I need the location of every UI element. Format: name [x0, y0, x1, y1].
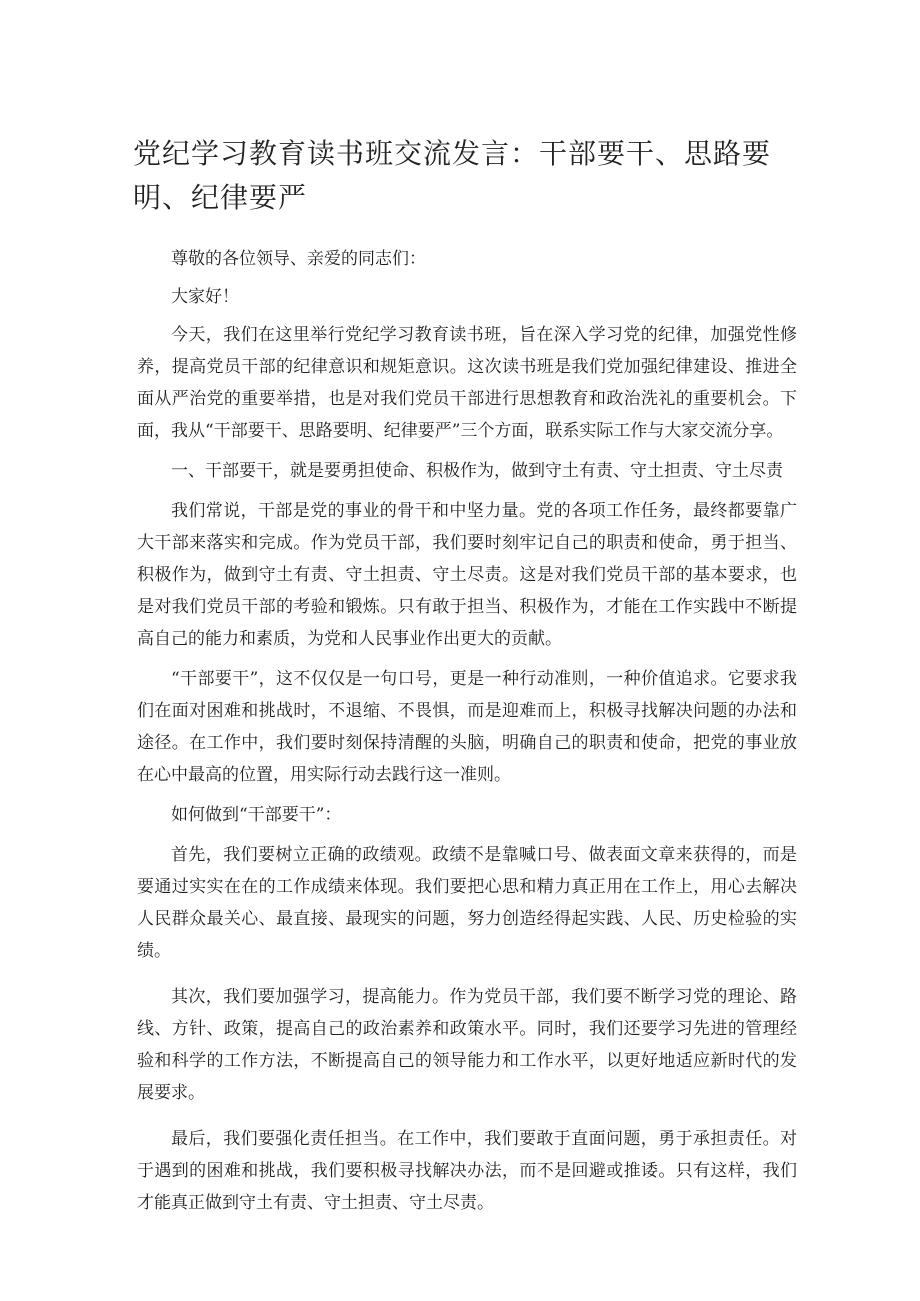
body-paragraph-3: 如何做到“干部要干”： [171, 805, 342, 825]
greeting-paragraph: 尊敬的各位领导、亲爱的同志们： [171, 249, 426, 269]
document-title: 党纪学习教育读书班交流发言：干部要干、思路要明、纪律要严 [133, 137, 772, 214]
body-paragraph-5: 其次，我们要加强学习，提高能力。作为党员干部，我们要不断学习党的理论、路线、方针、政策，提高自己的政治素养和政策水平。同时，我们还要学习先进的管理经验和科学的工作方法，不断提高自己的领导能力和工作水平，以更好地适应新时代的发展要求。 [137, 987, 797, 1103]
body-paragraph-4: 首先，我们要树立正确的政绩观。政绩不是靠喊口号、做表面文章来获得的，而是要通过实实在在的工作成绩来体现。我们要把心思和精力真正用在工作上，用心去解决人民群众最关心、最直接、最现实的问题，努力创造经得起实践、人民、历史检验的实绩。 [137, 845, 797, 961]
body-paragraph-1: 我们常说，干部是党的事业的骨干和中坚力量。党的各项工作任务，最终都要靠广大干部来落实和完成。作为党员干部，我们要时刻牢记自己的职责和使命，勇于担当、积极作为，做到守土有责、守土担责、守土尽责。这是对我们党员干部的基本要求，也是对我们党员干部的考验和锻炼。只有敢于担当、积极作为，才能在工作实践中不断提高自己的能力和素质，为党和人民事业作出更大的贡献。 [137, 501, 797, 649]
section-heading: 一、干部要干，就是要勇担使命、积极作为，做到守土有责、守土担责、守土尽责 [171, 461, 783, 481]
intro-paragraph: 今天，我们在这里举行党纪学习教育读书班，旨在深入学习党的纪律，加强党性修养，提高党员干部的纪律意识和规矩意识。这次读书班是我们党加强纪律建设、推进全面从严治党的重要举措，也是对我们党员干部进行思想教育和政治洗礼的重要机会。下面，我从“干部要干、思路要明、纪律要严”三个方面，联系实际工作与大家交流分享。 [137, 325, 797, 441]
body-paragraph-2: “干部要干”，这不仅仅是一句口号，更是一种行动准则，一种价值追求。它要求我们在面对困难和挑战时，不退缩、不畏惧，而是迎难而上，积极寻找解决问题的办法和途径。在工作中，我们要时刻保持清醒的头脑，明确自己的职责和使命，把党的事业放在心中最高的位置，用实际行动去践行这一准则。 [137, 669, 797, 785]
document-body [137, 243, 797, 1219]
hello-paragraph: 大家好！ [171, 287, 239, 307]
body-paragraph-6: 最后，我们要强化责任担当。在工作中，我们要敢于直面问题，勇于承担责任。对于遇到的困难和挑战，我们要积极寻找解决办法，而不是回避或推诿。只有这样，我们才能真正做到守土有责、守土担责、守土尽责。 [137, 1129, 797, 1213]
